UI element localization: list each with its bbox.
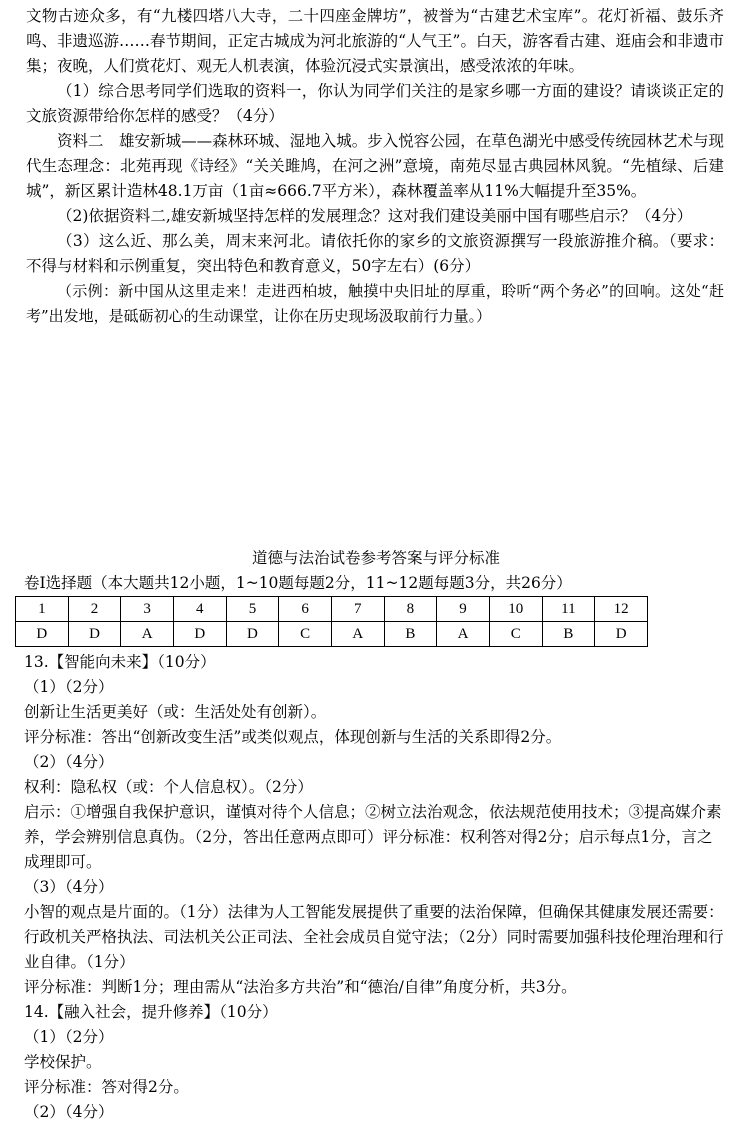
answer-line: （1）（2分） <box>24 678 114 696</box>
question-number: 3 <box>121 597 174 622</box>
answer-line: （1）（2分） <box>24 1028 114 1046</box>
answer-line: 13.【智能向未来】（10分） <box>24 653 216 671</box>
answer-cell: D <box>226 622 279 647</box>
answer-line: 评分标准：判断1分；理由需从“法治多方共治”和“德治/自律”角度分析，共3分。 <box>24 978 577 996</box>
answer-cell: C <box>279 622 332 647</box>
question-number: 12 <box>595 597 648 622</box>
answer-cell: A <box>121 622 174 647</box>
question-number: 4 <box>173 597 226 622</box>
answer-table <box>15 596 648 647</box>
answer-cell: C <box>489 622 542 647</box>
question-2: （2)依据资料二,雄安新城坚持怎样的发展理念？这对我们建设美丽中国有哪些启示？（4分） <box>57 207 693 225</box>
answer-line: 学校保护。 <box>24 1053 102 1071</box>
answer-line: （2）（4分） <box>24 753 114 771</box>
material-two-text: 资料二 雄安新城——森林环城、湿地入城。步入悦容公园，在草色湖光中感受传统园林艺术与现代生态理念：北苑再现《诗经》“关关雎鸠，在河之洲”意境，南苑尽显古典园林风貌。“先植绿、后建城”，新区累计造林48.1万亩（1亩≈666.7平方米），森林覆盖率从11%大幅提升至35%。 <box>26 132 724 200</box>
question-number: 8 <box>384 597 437 622</box>
answer-cell: B <box>384 622 437 647</box>
answer-row <box>16 622 648 647</box>
question-1: （1）综合思考同学们选取的资料一，你认为同学们关注的是家乡哪一方面的建设？请谈谈正定的文旅资源带给你怎样的感受？（4分） <box>26 82 724 125</box>
question-number: 11 <box>542 597 595 622</box>
question-number: 2 <box>68 597 121 622</box>
section-one-heading: 卷Ⅰ选择题（本大题共12小题，1~10题每题2分，11~12题每题3分，共26分） <box>24 574 572 592</box>
answer-line: （2）（4分） <box>24 1103 114 1121</box>
material-section <box>26 4 724 329</box>
question-3: （3）这么近、那么美，周末来河北。请依托你的家乡的文旅资源撰写一段旅游推介稿。（要求：不得与材料和示例重复，突出特色和教育意义，50字左右）(6分） <box>26 232 724 275</box>
answer-line: 启示：①增强自我保护意识，谨慎对待个人信息；②树立法治观念，依法规范使用技术；③提高媒介素养，学会辨别信息真伪。（2分，答出任意两点即可）评分标准：权利答对得2分；启示每点1分，言之成理即可。 <box>24 803 722 871</box>
answer-cell: D <box>68 622 121 647</box>
answer-cell: A <box>331 622 384 647</box>
answer-cell: A <box>437 622 490 647</box>
question-number: 6 <box>279 597 332 622</box>
answer-line: 权利：隐私权（或：个人信息权）。（2分） <box>24 778 313 796</box>
answer-line: 14.【融入社会，提升修养】（10分） <box>24 1003 278 1021</box>
example-text: （示例：新中国从这里走来！走进西柏坡，触摸中央旧址的厚重，聆听“两个务必”的回响。这处“赶考”出发地，是砥砺初心的生动课堂，让你在历史现场汲取前行力量。） <box>26 282 724 325</box>
question-number: 10 <box>489 597 542 622</box>
answer-cell: D <box>595 622 648 647</box>
material-one-text: 文物古迹众多，有“九楼四塔八大寺，二十四座金牌坊”，被誉为“古建艺术宝库”。花灯祈福、鼓乐齐鸣、非遗巡游……春节期间，正定古城成为河北旅游的“人气王”。白天，游客看古建、逛庙会和非遗市集；夜晚，人们赏花灯、观无人机表演，体验沉浸式实景演出，感受浓浓的年味。 <box>26 7 724 75</box>
answer-line: 小智的观点是片面的。（1分）法律为人工智能发展提供了重要的法治保障，但确保其健康发展还需要：行政机关严格执法、司法机关公正司法、全社会成员自觉守法；（2分）同时需要加强科技伦理治理和行业自律。（1分） <box>24 903 724 971</box>
answer-cell: B <box>542 622 595 647</box>
answer-line: 评分标准：答对得2分。 <box>24 1078 189 1096</box>
answer-line: 评分标准：答出“创新改变生活”或类似观点，体现创新与生活的关系即得2分。 <box>24 728 562 746</box>
answer-cell: D <box>173 622 226 647</box>
question-number: 7 <box>331 597 384 622</box>
answer-key-title: 道德与法治试卷参考答案与评分标准 <box>251 549 500 567</box>
question-number-row <box>16 597 648 622</box>
answer-line: 创新让生活更美好（或：生活处处有创新）。 <box>24 703 327 721</box>
question-number: 5 <box>226 597 279 622</box>
answer-cell: D <box>16 622 69 647</box>
answer-line: （3）（4分） <box>24 878 114 896</box>
question-number: 1 <box>16 597 69 622</box>
answer-key-body <box>24 650 726 1125</box>
question-number: 9 <box>437 597 490 622</box>
